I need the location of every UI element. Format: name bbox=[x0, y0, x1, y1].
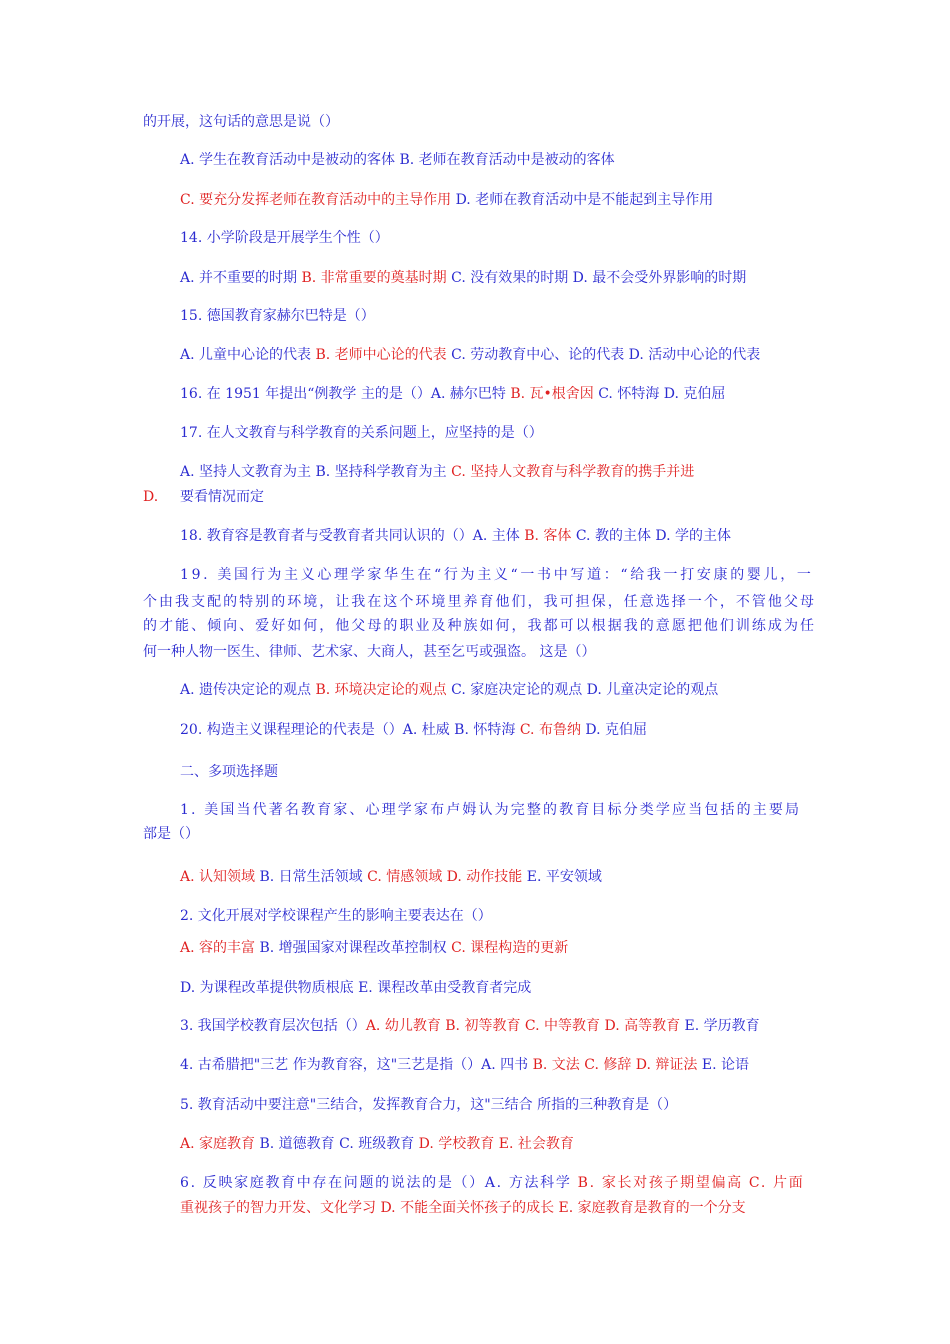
answer-text: B. 客体 bbox=[524, 528, 572, 544]
text-line bbox=[180, 938, 568, 958]
question-text: E. 学历教育 bbox=[680, 1018, 760, 1034]
question-text: A. 学生在教育活动中是被动的客体 B. 老师在教育活动中是被动的客体 bbox=[180, 152, 615, 168]
question-text: 18. 教育容是教育者与受教育者共同认识的（）A. 主体 bbox=[180, 528, 525, 544]
question-text: 部是（） bbox=[143, 826, 199, 842]
text-line bbox=[180, 1198, 746, 1218]
question-text: 19. 美国行为主义心理学家华生在“行为主义“一书中写道：“给我一打安康的婴儿，一 bbox=[180, 567, 814, 583]
text-line bbox=[180, 978, 531, 998]
answer-text: A. 家庭教育 bbox=[180, 1136, 256, 1152]
text-line bbox=[180, 423, 543, 443]
text-line bbox=[180, 720, 647, 740]
answer-text: 重视孩子的智力开发、文化学习 D. 不能全面关怀孩子的成长 E. 家庭教育是教育的一个分支 bbox=[180, 1200, 746, 1216]
question-text: 3. 我国学校教育层次包括（） bbox=[180, 1018, 366, 1034]
question-text: E. 平安领域 bbox=[522, 869, 602, 885]
text-line bbox=[180, 867, 602, 887]
text-line bbox=[143, 824, 199, 844]
question-text: 16. 在 1951 年提出“例教学 主的是（）A. 赫尔巴特 bbox=[180, 386, 511, 402]
question-text: B. 增强国家对课程改革控制权 bbox=[255, 940, 452, 956]
question-text: 20. 构造主义课程理论的代表是（）A. 杜威 B. 怀特海 bbox=[180, 722, 520, 738]
text-line bbox=[180, 565, 814, 585]
question-text: D. 克伯屈 bbox=[580, 722, 648, 738]
answer-text: C. 坚持人文教育与科学教育的携手并进 bbox=[451, 464, 695, 480]
answer-text: A. 幼儿教育 B. 初等教育 C. 中等教育 D. 高等教育 bbox=[365, 1018, 681, 1034]
text-line bbox=[143, 616, 816, 636]
question-text: 二、多项选择题 bbox=[180, 764, 278, 780]
text-line bbox=[180, 1173, 804, 1193]
text-line bbox=[143, 592, 816, 612]
text-line bbox=[180, 800, 801, 820]
question-text: C. 家庭决定论的观点 D. 儿童决定论的观点 bbox=[446, 682, 719, 698]
question-text: A. 并不重要的时期 bbox=[180, 270, 302, 286]
text-line bbox=[180, 462, 694, 482]
question-text: A. 儿童中心论的代表 bbox=[180, 347, 316, 363]
text-line bbox=[180, 190, 713, 210]
text-line bbox=[143, 487, 264, 507]
answer-text: B. 环境决定论的观点 bbox=[315, 682, 447, 698]
text-line bbox=[180, 1055, 749, 1075]
text-line bbox=[180, 268, 746, 288]
question-text: C. 劳动教育中心、论的代表 D. 活动中心论的代表 bbox=[446, 347, 761, 363]
question-text: 5. 教育活动中要注意"三结合，发挥教育合力，这"三结合 所指的三种教育是（） bbox=[180, 1097, 678, 1113]
text-line bbox=[180, 762, 278, 782]
answer-text: C. 课程构造的更新 bbox=[451, 940, 569, 956]
answer-text: B. 老师中心论的代表 bbox=[315, 347, 447, 363]
answer-text: B. 家长对孩子期望偏高 C. 片面 bbox=[577, 1175, 805, 1191]
question-text: B. 日常生活领域 bbox=[255, 869, 368, 885]
text-line bbox=[180, 345, 760, 365]
question-text: 的开展，这句话的意思是说（） bbox=[143, 114, 339, 130]
question-text: D. 为课程改革提供物质根底 E. 课程改革由受教育者完成 bbox=[180, 980, 532, 996]
answer-text: D. 学校教育 E. 社会教育 bbox=[418, 1136, 574, 1152]
question-text: A. 遗传决定论的观点 bbox=[180, 682, 316, 698]
question-text: 2. 文化开展对学校课程产生的影响主要表达在（） bbox=[180, 908, 492, 924]
answer-text: C. 情感领域 D. 动作技能 bbox=[367, 869, 523, 885]
question-text: 6. 反映家庭教育中存在问题的说法的是（）A. 方法科学 bbox=[180, 1175, 578, 1191]
question-text: 个由我支配的特别的环境，让我在这个环境里养育他们，我可担保，任意选择一个，不管他父母 bbox=[143, 594, 817, 610]
question-text: C. 没有效果的时期 D. 最不会受外界影响的时期 bbox=[446, 270, 747, 286]
text-line bbox=[180, 228, 389, 248]
question-text: D. 老师在教育活动中是不能起到主导作用 bbox=[451, 192, 714, 208]
answer-text: B. 瓦•根舍因 bbox=[510, 386, 594, 402]
text-line bbox=[180, 306, 375, 326]
question-text: 17. 在人文教育与科学教育的关系问题上，应坚持的是（） bbox=[180, 425, 543, 441]
question-text: 的才能、倾向、爱好如何，他父母的职业及种族如何，我都可以根据我的意愿把他们训练成为任 bbox=[143, 618, 817, 634]
answer-text: A. 认知领域 bbox=[180, 869, 256, 885]
answer-text: B. 非常重要的奠基时期 bbox=[301, 270, 447, 286]
question-text: 1. 美国当代著名教育家、心理学家布卢姆认为完整的教育目标分类学应当包括的主要局 bbox=[180, 802, 802, 818]
text-line bbox=[180, 1016, 760, 1036]
text-line bbox=[180, 526, 731, 546]
question-text: C. 教的主体 D. 学的主体 bbox=[571, 528, 732, 544]
question-text: 15. 德国教育家赫尔巴特是（） bbox=[180, 308, 375, 324]
question-text: 何一种人物一医生、律师、艺术家、大商人，甚至乞丐或强盗。 这是（） bbox=[143, 644, 596, 660]
text-line bbox=[180, 906, 492, 926]
question-text: 4. 古希腊把"三艺 作为教育容，这"三艺是指（）A. 四书 bbox=[180, 1057, 533, 1073]
answer-text: B. 文法 C. 修辞 D. 辩证法 bbox=[532, 1057, 698, 1073]
answer-text: C. 布鲁纳 bbox=[519, 722, 581, 738]
question-text: B. 道德教育 C. 班级教育 bbox=[255, 1136, 419, 1152]
answer-text: C. 要充分发挥老师在教育活动中的主导作用 bbox=[180, 192, 452, 208]
text-line bbox=[180, 384, 725, 404]
answer-text: D. bbox=[143, 489, 159, 505]
question-text: 要看情况而定 bbox=[180, 489, 264, 505]
text-line bbox=[180, 1095, 677, 1115]
question-text: E. 论语 bbox=[697, 1057, 750, 1073]
question-text: C. 怀特海 D. 克伯屈 bbox=[593, 386, 726, 402]
answer-text: A. 容的丰富 bbox=[180, 940, 256, 956]
text-line bbox=[143, 112, 339, 132]
text-line bbox=[180, 680, 718, 700]
question-text: 14. 小学阶段是开展学生个性（） bbox=[180, 230, 389, 246]
text-line bbox=[143, 642, 595, 662]
question-text: A. 坚持人文教育为主 B. 坚持科学教育为主 bbox=[180, 464, 452, 480]
text-line bbox=[180, 150, 615, 170]
text-line bbox=[180, 1134, 574, 1154]
